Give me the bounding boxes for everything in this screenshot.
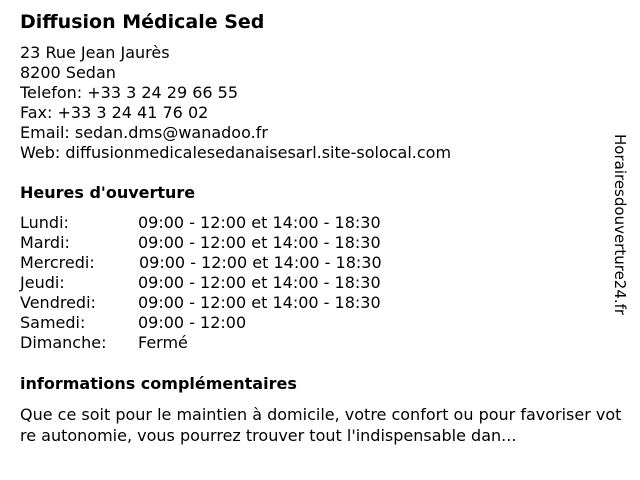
day-label: Dimanche: (20, 333, 107, 352)
hours-row-tuesday (20, 233, 440, 253)
contact-block (20, 43, 451, 163)
business-name: Diffusion Médicale Sed (20, 11, 265, 33)
day-label: Mardi: (20, 233, 70, 252)
hours-table (20, 213, 440, 353)
day-hours: 09:00 - 12:00 (138, 313, 247, 332)
info-heading: informations complémentaires (20, 374, 297, 393)
day-hours: 09:00 - 12:00 et 14:00 - 18:30 (139, 253, 382, 272)
day-label: Vendredi: (20, 293, 96, 312)
phone-number: Telefon: +33 3 24 29 66 55 (20, 83, 239, 102)
hours-row-friday (20, 293, 440, 313)
day-hours: 09:00 - 12:00 et 14:00 - 18:30 (138, 273, 381, 292)
day-label: Samedi: (20, 313, 86, 332)
day-hours: 09:00 - 12:00 et 14:00 - 18:30 (138, 213, 381, 232)
day-label: Lundi: (20, 213, 69, 232)
hours-row-sunday (20, 333, 440, 353)
city-postal: 8200 Sedan (20, 63, 116, 82)
day-label: Jeudi: (20, 273, 65, 292)
street-address: 23 Rue Jean Jaurès (20, 43, 170, 62)
day-hours: Fermé (138, 333, 188, 352)
info-text: Que ce soit pour le maintien à domicile, votre confort ou pour favoriser votre autonomie, vous pourrez trouver tout l'indispensable dan... (20, 405, 622, 445)
day-hours: 09:00 - 12:00 et 14:00 - 18:30 (138, 233, 381, 252)
day-hours: 09:00 - 12:00 et 14:00 - 18:30 (138, 293, 381, 312)
hours-heading: Heures d'ouverture (20, 183, 196, 202)
hours-row-thursday (20, 273, 440, 293)
website: Web: diffusionmedicalesedanaisesarl.site-solocal.com (20, 143, 452, 162)
hours-row-saturday (20, 313, 440, 333)
day-label: Mercredi: (20, 253, 95, 272)
hours-row-monday (20, 213, 440, 233)
fax-number: Fax: +33 3 24 41 76 02 (20, 103, 209, 122)
hours-row-wednesday (20, 253, 440, 273)
email-address: Email: sedan.dms@wanadoo.fr (20, 123, 268, 142)
site-watermark: Horairesdouverture24.fr (611, 134, 629, 316)
